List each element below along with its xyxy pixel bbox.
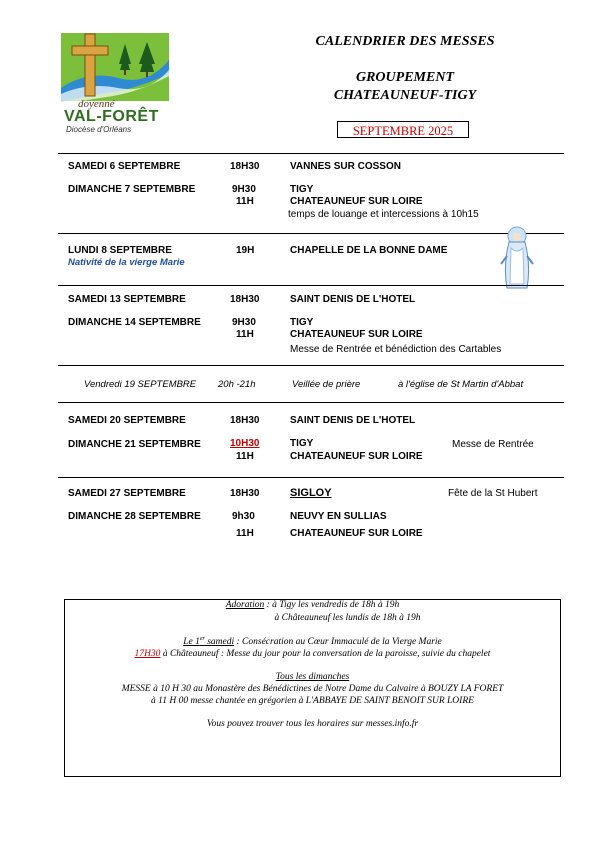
sundays-label: Tous les dimanches xyxy=(275,672,350,682)
sundays-text-2: à 11 H 00 messe chantée en grégorien à L'ABBAYE DE SAINT BENOIT SUR LOIRE xyxy=(151,696,474,706)
adoration-line xyxy=(65,600,560,610)
place-label: SIGLOY xyxy=(290,487,332,499)
group-title: GROUPEMENT xyxy=(355,70,454,85)
time-label: 9h30 xyxy=(232,511,255,522)
time-label: 18H30 xyxy=(230,294,260,305)
place-label: CHATEAUNEUF SUR LOIRE xyxy=(290,196,423,207)
day-label: SAMEDI 20 SEPTEMBRE xyxy=(68,415,186,426)
adoration-text-2: à Châteauneuf les lundis de 18h à 19h xyxy=(274,613,421,623)
vigil-time: 20h -21h xyxy=(218,379,256,390)
time-label: 11H xyxy=(236,528,254,539)
day-label: DIMANCHE 14 SEPTEMBRE xyxy=(68,317,201,328)
vigil-day: Vendredi 19 SEPTEMBRE xyxy=(84,379,197,390)
virgin-mary-image xyxy=(497,226,537,290)
first-saturday-line-2 xyxy=(65,649,560,659)
note-text: Fête de la St Hubert xyxy=(448,488,538,499)
first-saturday-line xyxy=(65,636,560,647)
first-saturday-label: Le 1er samedi xyxy=(183,636,235,648)
divider xyxy=(58,477,564,478)
month-label: SEPTEMBRE 2025 xyxy=(352,124,454,138)
logo-line3: Diocèse d'Orléans xyxy=(66,125,132,134)
day-label: DIMANCHE 21 SEPTEMBRE xyxy=(68,439,201,450)
place-label: VANNES SUR COSSON xyxy=(290,161,401,172)
place-label: TIGY xyxy=(290,317,314,328)
place-label: NEUVY EN SULLIAS xyxy=(290,511,387,522)
divider xyxy=(58,285,564,286)
place-label: CHATEAUNEUF SUR LOIRE xyxy=(290,451,423,462)
logo-line2: VAL-FORÊT xyxy=(64,108,159,125)
feast-label: Nativité de la vierge Marie xyxy=(68,257,185,268)
time-label: 18H30 xyxy=(230,488,260,499)
day-label: SAMEDI 13 SEPTEMBRE xyxy=(68,294,186,305)
time-label: 18H30 xyxy=(230,415,260,426)
place-label: CHATEAUNEUF SUR LOIRE xyxy=(290,329,423,340)
vigil-event: Veillée de prière xyxy=(292,379,361,390)
adoration-line-2 xyxy=(65,613,560,623)
website-line xyxy=(65,719,560,729)
day-label: SAMEDI 6 SEPTEMBRE xyxy=(68,161,181,172)
day-label: DIMANCHE 28 SEPTEMBRE xyxy=(68,511,201,522)
note-text: Messe de Rentrée xyxy=(452,439,534,450)
time-label: 11H xyxy=(236,329,254,340)
divider xyxy=(58,233,564,234)
place-label: SAINT DENIS DE L'HOTEL xyxy=(290,294,416,305)
page-title: CALENDRIER DES MESSES xyxy=(315,34,495,49)
sundays-label-line xyxy=(65,672,560,682)
day-label: LUNDI 8 SEPTEMBRE xyxy=(68,245,172,256)
time-label: 11H xyxy=(236,451,254,462)
time-label: 9H30 xyxy=(232,184,256,195)
time-label: 11H xyxy=(236,196,254,207)
place-label: TIGY xyxy=(290,438,314,449)
logo-line1: doyenné xyxy=(78,98,115,110)
website-text: Vous pouvez trouver tous les horaires sur messes.info.fr xyxy=(206,719,419,729)
sundays-text-1: MESSE à 10 H 30 au Monastère des Bénédictines de Notre Dame du Calvaire à BOUZY LA FORET xyxy=(121,684,504,694)
place-label: SAINT DENIS DE L'HOTEL xyxy=(290,415,416,426)
sundays-line-1 xyxy=(65,684,560,694)
place-label: CHAPELLE DE LA BONNE DAME xyxy=(290,245,448,256)
vigil-place: à l'église de St Martin d'Abbat xyxy=(398,379,524,390)
first-saturday-time: 17H30 xyxy=(134,649,161,659)
diocese-logo xyxy=(58,30,172,132)
group-subtitle: CHATEAUNEUF-TIGY xyxy=(333,88,477,103)
first-saturday-text: : Consécration au Cœur Immaculé de la Vierge Marie xyxy=(234,637,442,648)
time-label: 18H30 xyxy=(230,161,260,172)
divider xyxy=(58,402,564,403)
day-label: DIMANCHE 7 SEPTEMBRE xyxy=(68,184,196,195)
time-label: 19H xyxy=(236,245,255,256)
divider xyxy=(58,153,564,154)
adoration-text: : à Tigy les vendredis de 18h à 19h xyxy=(264,600,400,610)
day-label: SAMEDI 27 SEPTEMBRE xyxy=(68,488,186,499)
sundays-line-2 xyxy=(65,696,560,706)
note-text: Messe de Rentrée et bénédiction des Cartables xyxy=(290,344,502,355)
place-label: TIGY xyxy=(290,184,314,195)
time-label: 9H30 xyxy=(232,317,256,328)
first-saturday-text-2: à Châteauneuf : Messe du jour pour la conversation de la paroisse, suivie du chapelet xyxy=(160,649,491,659)
note-text: temps de louange et intercessions à 10h15 xyxy=(288,209,479,220)
time-label-highlight: 10H30 xyxy=(230,438,260,449)
place-label: CHATEAUNEUF SUR LOIRE xyxy=(290,528,423,539)
month-badge xyxy=(337,121,469,138)
adoration-label: Adoration xyxy=(225,600,265,610)
info-box xyxy=(64,599,561,777)
divider xyxy=(58,365,564,366)
